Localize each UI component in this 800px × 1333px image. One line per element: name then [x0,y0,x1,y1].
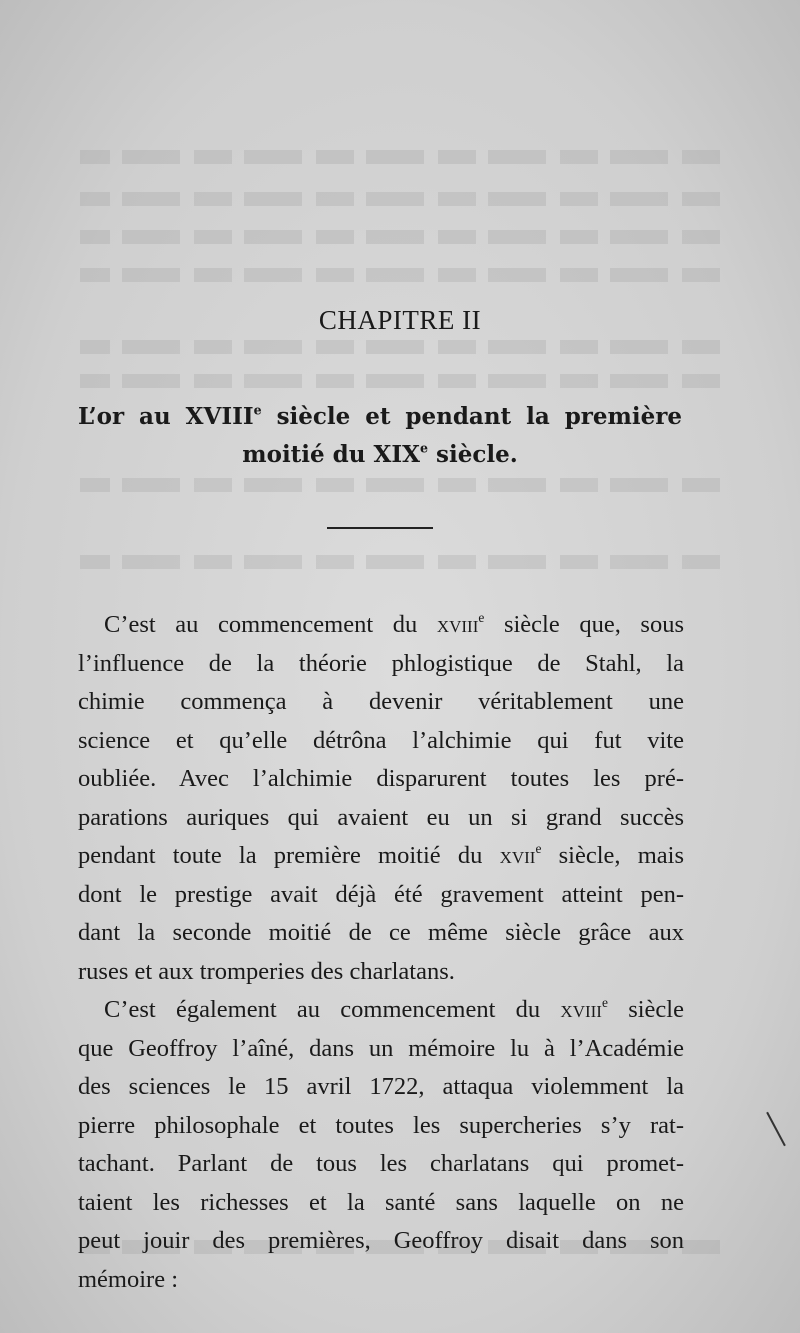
text-run: siècle [607,996,684,1023]
heading-superscript: e [419,440,428,456]
text-line: tachant. Parlant de tous les charlatans qui promet- [78,1150,684,1177]
text-run: siècle, mais [541,842,684,869]
text-run: C’est également au commencement du [104,996,561,1023]
show-through-line [80,340,720,354]
text-line: peut jouir des premières, Geoffroy disait dans son [78,1227,684,1254]
text-line [78,991,684,1030]
show-through-line [80,268,720,282]
text-line: dant la seconde moitié de ce même siècle grâce aux [78,919,684,946]
text-line: chimie commença à devenir véritablement une [78,688,684,715]
heading-text: siècle et pendant la première [261,403,682,430]
show-through-line [80,192,720,206]
margin-mark [766,1112,786,1146]
show-through-line [80,230,720,244]
text-line: dont le prestige avait déjà été gravement atteint pen- [78,880,684,908]
text-line: ruses et aux tromperies des charlatans. [78,957,455,985]
text-line: science et qu’elle détrôna l’alchimie qui fut vite [78,726,684,754]
heading-text: siècle. [428,441,518,468]
text-line: que Geoffroy l’aîné, dans un mémoire lu à l’Académie [78,1034,684,1062]
heading-text: moitié du XIX [242,441,420,468]
heading-line-2 [78,436,682,474]
text-line [78,837,684,876]
text-line: taient les richesses et la santé sans laquelle on ne [78,1188,684,1216]
section-divider [327,527,433,529]
text-run: pendant toute la première moitié du [78,842,500,869]
superscript: e [478,609,485,625]
paragraph-1 [78,606,684,991]
chapter-title: CHAPITRE II [318,305,482,335]
text-line: l’influence de la théorie phlogistique de Stahl, la [78,649,684,677]
superscript: e [601,994,608,1010]
text-line [78,606,684,645]
text-line: mémoire : [78,1265,179,1293]
text-line: des sciences le 15 avril 1722, attaqua violemment la [78,1073,684,1100]
heading-line-1 [78,398,682,436]
show-through-line [80,374,720,388]
paragraph-2 [78,991,684,1299]
show-through-line [80,555,720,569]
chapter-heading [78,398,682,474]
century-numeral: xviii [560,996,602,1023]
superscript: e [535,840,542,856]
heading-text: L’or au XVIII [78,403,254,430]
show-through-line [80,478,720,492]
body-text [78,606,684,1299]
text-line: parations auriques qui avaient eu un si grand succès [78,803,684,831]
heading-superscript: e [253,402,262,418]
century-numeral: xvii [499,842,536,869]
show-through-line [80,150,720,164]
text-run: siècle que, sous [484,611,684,638]
text-run: C’est au commencement du [104,611,437,638]
text-line: pierre philosophale et toutes les supercheries s’y rat- [78,1111,684,1139]
text-line: oubliée. Avec l’alchimie disparurent toutes les pré- [78,765,684,792]
century-numeral: xviii [436,611,479,638]
